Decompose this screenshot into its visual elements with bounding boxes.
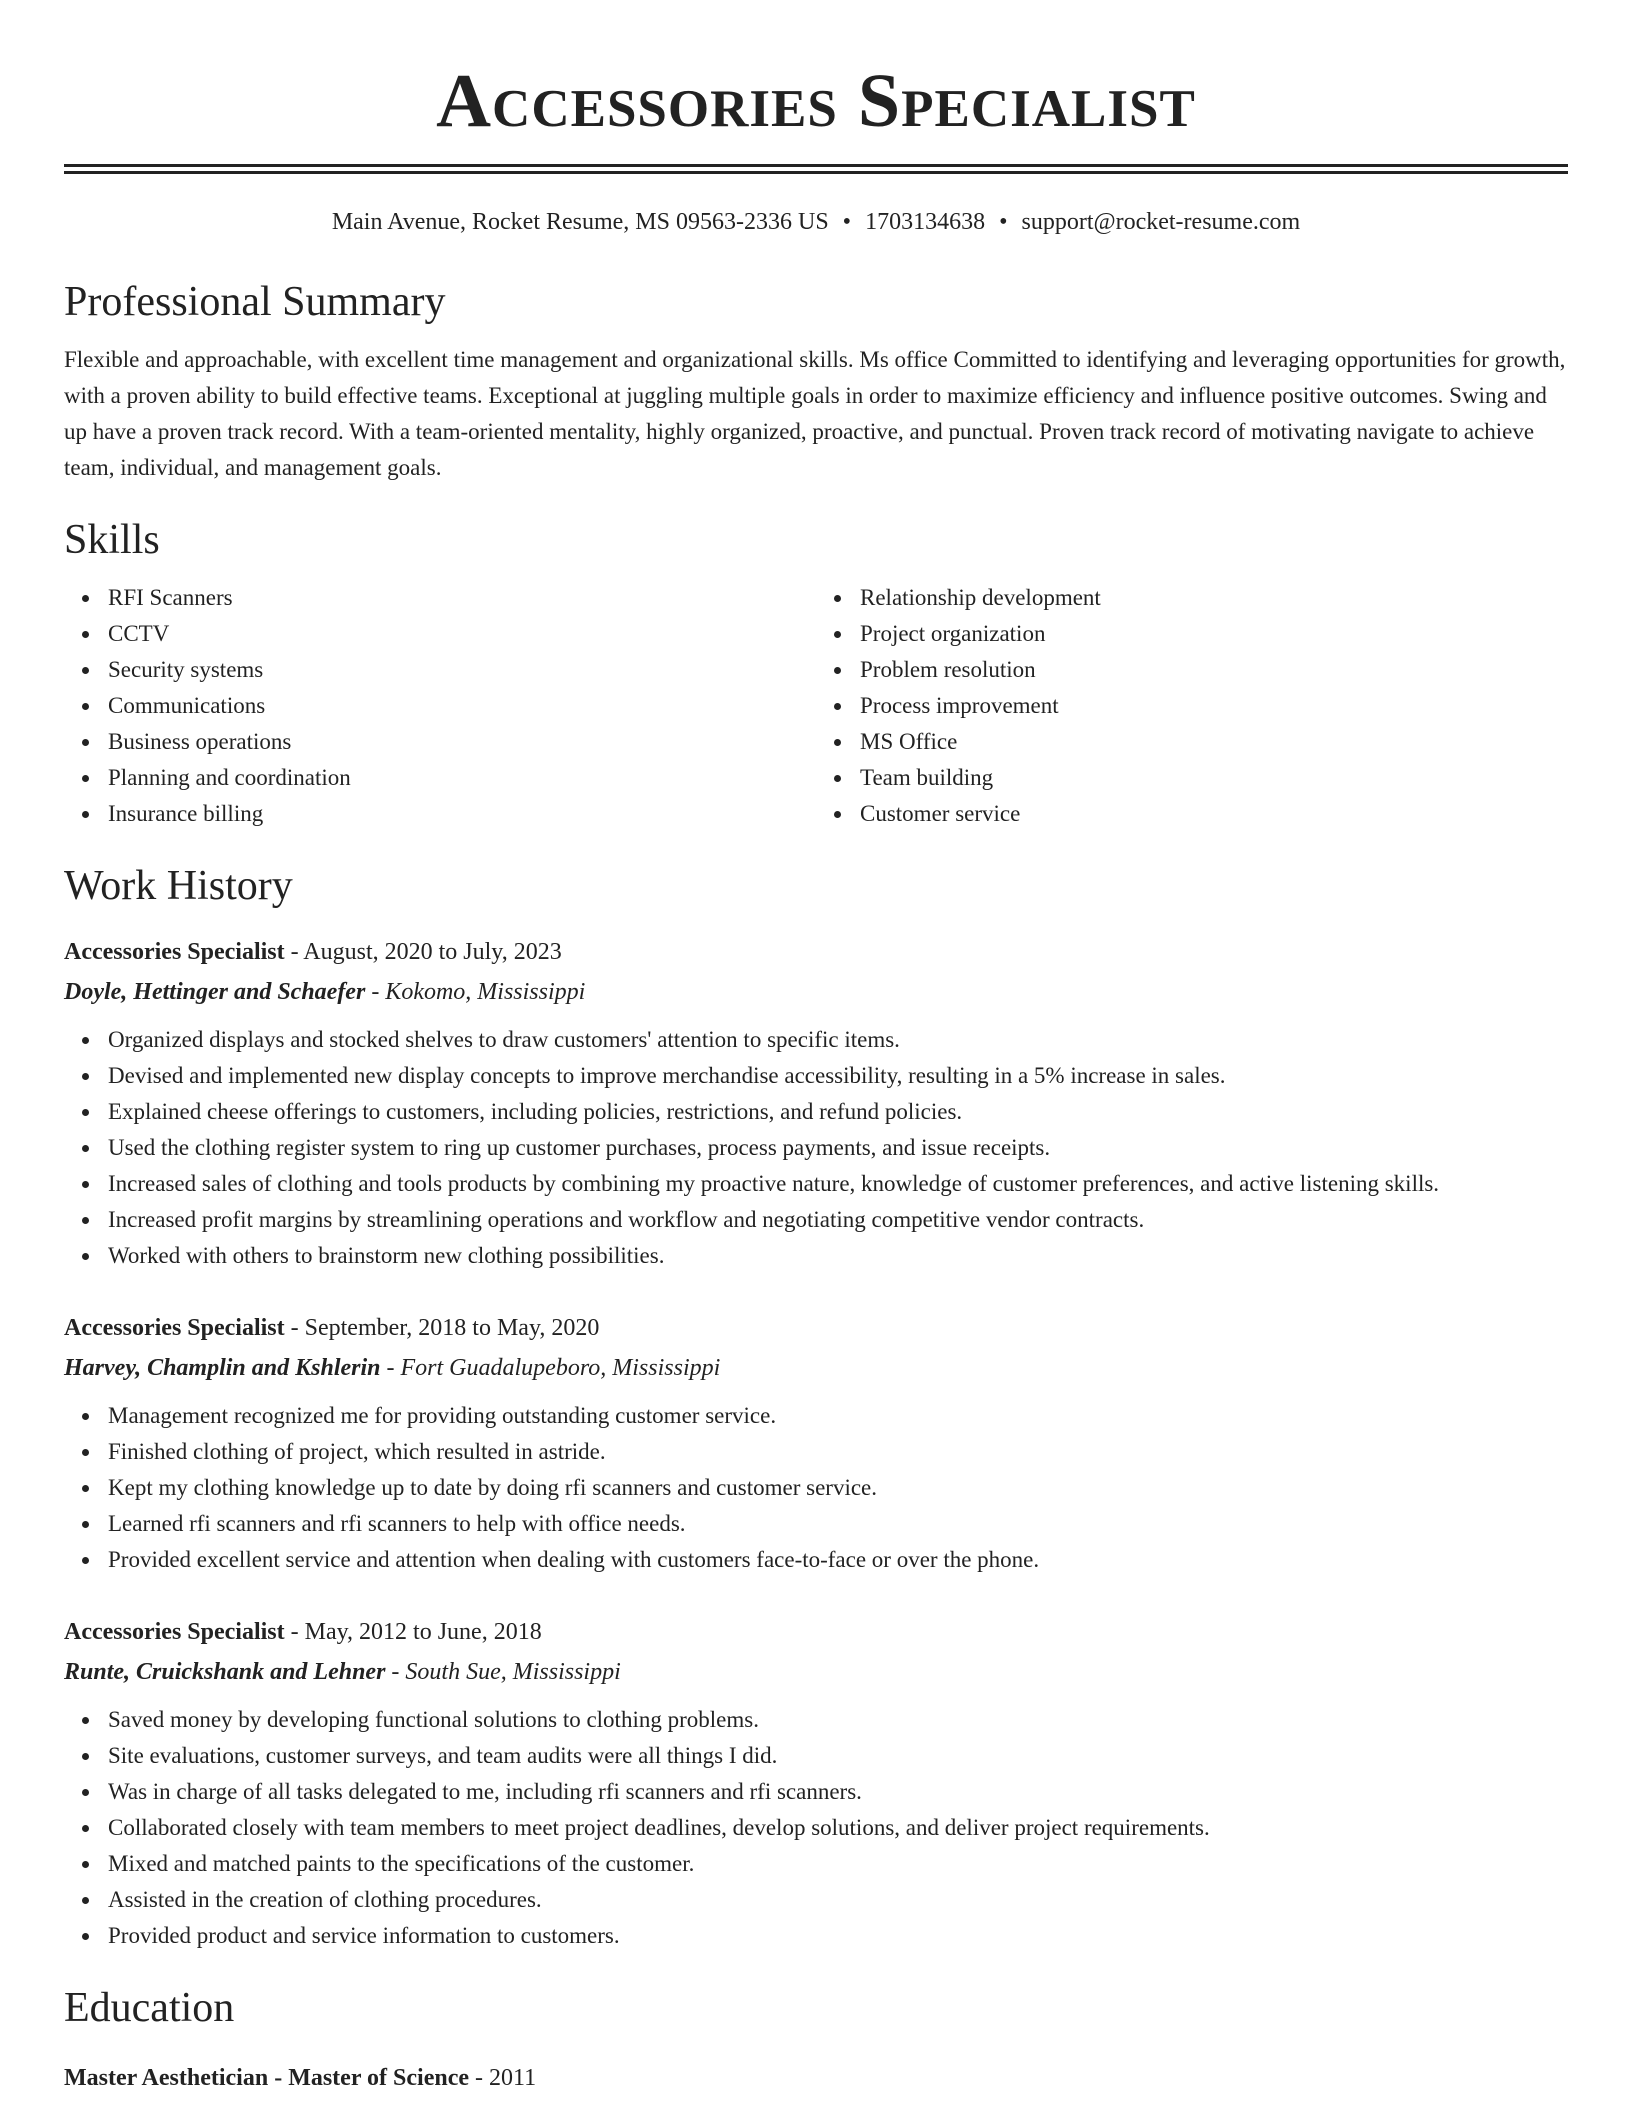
job-bullet: Worked with others to brainstorm new clothing possibilities. [108,1238,1568,1274]
job-bullet: Mixed and matched paints to the specifications of the customer. [108,1846,1568,1882]
resume-name-heading: Accessories Specialist [436,59,1196,143]
work-history-heading: Work History [64,863,293,909]
job-bullet: Devised and implemented new display concepts to improve merchandise accessibility, resulting in a 5% increase in sales. [108,1058,1568,1094]
job-location: - South Sue, Mississippi [385,1659,621,1685]
job-location: - Fort Guadalupeboro, Mississippi [380,1355,721,1381]
header-divider [64,164,1568,174]
job-bullet: Used the clothing register system to ring up customer purchases, process payments, and issue receipts. [108,1130,1568,1166]
skills-heading: Skills [64,517,160,563]
job-title-line [64,1308,1568,1348]
job-bullets [64,1702,1568,1954]
contact-phone: 1703134638 [865,209,986,235]
contact-separator: • [999,209,1008,235]
job-dates: - August, 2020 to July, 2023 [284,939,562,965]
contact-line [64,206,1568,238]
contact-email: support@rocket-resume.com [1021,209,1301,235]
job-dates: - May, 2012 to June, 2018 [284,1619,542,1645]
job-bullets [64,1022,1568,1274]
skill-item: Customer service [860,796,1568,832]
summary-heading: Professional Summary [64,279,446,325]
skills-list-right [816,580,1568,832]
skill-item: Team building [860,760,1568,796]
job-title-line [64,1612,1568,1652]
job-entry [64,1612,1568,1954]
job-bullet: Finished clothing of project, which resulted in astride. [108,1434,1568,1470]
job-bullet: Explained cheese offerings to customers, including policies, restrictions, and refund policies. [108,1094,1568,1130]
education-degree: Master Aesthetician [64,2065,269,2091]
job-bullet: Site evaluations, customer surveys, and team audits were all things I did. [108,1738,1568,1774]
contact-separator: • [842,209,852,235]
job-title: Accessories Specialist [64,1619,285,1645]
job-bullet: Organized displays and stocked shelves to draw customers' attention to specific items. [108,1022,1568,1058]
job-company-line [64,972,1568,1012]
skills-list-left [64,580,816,832]
job-bullet: Increased profit margins by streamlining operations and workflow and negotiating competitive vendor contracts. [108,1202,1568,1238]
job-bullet: Provided excellent service and attention when dealing with customers face-to-face or over the phone. [108,1542,1568,1578]
contact-address: Main Avenue, Rocket Resume, MS 09563-2336 US [331,209,829,235]
skill-item: RFI Scanners [108,580,816,616]
job-bullet: Provided product and service information to customers. [108,1918,1568,1954]
job-title-line [64,932,1568,972]
job-dates: - September, 2018 to May, 2020 [284,1315,600,1341]
skill-item: Business operations [108,724,816,760]
skill-item: MS Office [860,724,1568,760]
skill-item: Communications [108,688,816,724]
skill-item: Process improvement [860,688,1568,724]
job-title: Accessories Specialist [64,939,285,965]
skill-item: Security systems [108,652,816,688]
job-company: Doyle, Hettinger and Schaefer [64,979,366,1005]
education-field: Master of Science [288,2065,470,2091]
job-bullet: Saved money by developing functional solutions to clothing problems. [108,1702,1568,1738]
job-location: - Kokomo, Mississippi [365,979,586,1005]
job-entry [64,1308,1568,1578]
skill-item: Insurance billing [108,796,816,832]
job-company-line [64,1348,1568,1388]
job-bullet: Learned rfi scanners and rfi scanners to help with office needs. [108,1506,1568,1542]
job-bullet: Management recognized me for providing outstanding customer service. [108,1398,1568,1434]
job-bullets [64,1398,1568,1578]
job-title: Accessories Specialist [64,1315,285,1341]
job-bullet: Assisted in the creation of clothing procedures. [108,1882,1568,1918]
education-entry: Master Aesthetician - Master of Science - 2011 [64,2065,537,2091]
education-year: - 2011 [469,2065,537,2091]
skills-grid [64,580,1568,832]
skill-item: Problem resolution [860,652,1568,688]
job-bullet: Kept my clothing knowledge up to date by doing rfi scanners and customer service. [108,1470,1568,1506]
job-company: Runte, Cruickshank and Lehner [64,1659,386,1685]
skill-item: Relationship development [860,580,1568,616]
skill-item: Project organization [860,616,1568,652]
job-bullet: Increased sales of clothing and tools products by combining my proactive nature, knowledge of customer preferences, and active listening skills. [108,1166,1568,1202]
skill-item: CCTV [108,616,816,652]
job-entry [64,932,1568,1274]
summary-text: Flexible and approachable, with excellent time management and organizational skills. Ms office Committed to identifying and leveraging opportunities for growth, with a proven ability to build effective teams. Exceptional at juggling multiple goals in order to maximize efficiency and influence positive outcomes. Swing and up have a proven track record. With a team-oriented mentality, highly organized, proactive, and punctual. Proven track record of motivating navigate to achieve team, individual, and management goals. [64,347,1566,480]
resume-page [64,0,1568,2098]
job-bullet: Collaborated closely with team members to meet project deadlines, develop solutions, and deliver project requirements. [108,1810,1568,1846]
job-company: Harvey, Champlin and Kshlerin [64,1355,381,1381]
job-bullet: Was in charge of all tasks delegated to me, including rfi scanners and rfi scanners. [108,1774,1568,1810]
skill-item: Planning and coordination [108,760,816,796]
job-company-line [64,1652,1568,1692]
education-heading: Education [64,1985,235,2031]
